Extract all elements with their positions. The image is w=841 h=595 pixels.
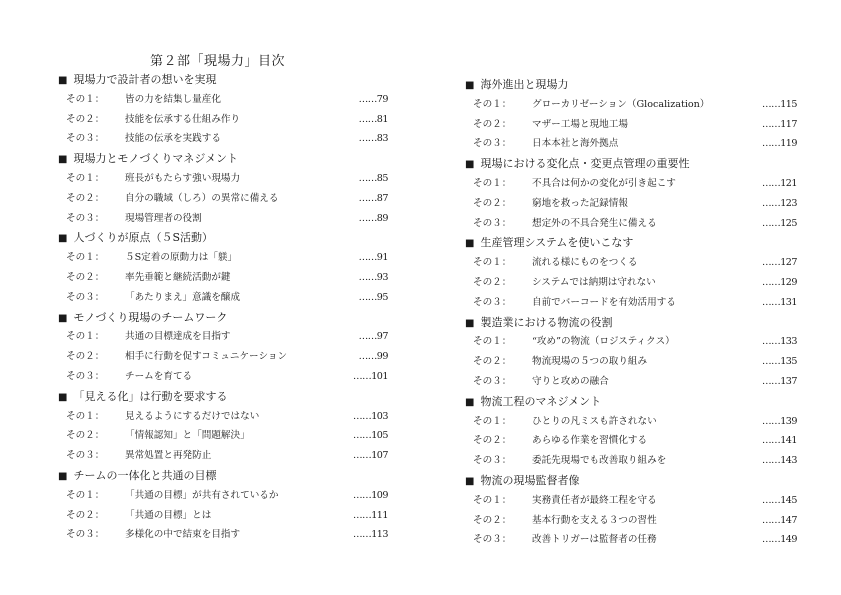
entry-page: ……127 — [762, 257, 797, 269]
entry-page: ……99 — [358, 351, 388, 363]
entry-text: 委託先現場でも改善取り組みを — [532, 455, 667, 467]
entry-number: その１： — [473, 494, 512, 506]
entry-page: ……139 — [762, 415, 797, 427]
toc-entry[interactable] — [58, 169, 388, 189]
entry-text: 共通の目標達成を目指す — [125, 331, 231, 343]
section-heading — [58, 149, 388, 169]
entry-page: ……133 — [762, 336, 797, 348]
section-heading — [465, 154, 797, 174]
entry-text: “攻め”の物流（ロジスティクス） — [532, 336, 675, 348]
entry-text: 「共通の目標」が共有されているか — [125, 489, 279, 501]
entry-page: ……113 — [353, 529, 388, 541]
toc-entry[interactable] — [465, 372, 797, 392]
toc-entry[interactable] — [465, 352, 797, 372]
entry-page: ……87 — [358, 192, 388, 204]
entry-number: その２： — [473, 435, 512, 447]
entry-page: ……149 — [762, 534, 797, 546]
toc-entry[interactable] — [465, 134, 797, 154]
entry-number: その２： — [66, 351, 105, 363]
entry-number: その３： — [473, 534, 512, 546]
entry-number: その３： — [66, 529, 105, 541]
entry-text: あらゆる作業を習慣化する — [532, 435, 648, 447]
entry-text: 物流現場の５つの取り組み — [532, 356, 648, 368]
square-bullet-icon: ■ — [58, 470, 68, 482]
toc-entry[interactable] — [58, 486, 388, 506]
entry-number: その１： — [66, 252, 105, 264]
square-bullet-icon: ■ — [465, 475, 475, 487]
section-heading — [58, 466, 388, 486]
toc-entry[interactable] — [58, 367, 388, 387]
section-title: 人づくりが原点（５S活動） — [73, 231, 213, 245]
toc-section — [465, 392, 797, 471]
square-bullet-icon: ■ — [465, 317, 475, 329]
section-title: 現場における変化点・変更点管理の重要性 — [480, 157, 690, 171]
section-heading — [465, 471, 797, 491]
toc-entry[interactable] — [58, 426, 388, 446]
entry-number: その２： — [66, 430, 105, 442]
entry-page: ……97 — [358, 331, 388, 343]
toc-entry[interactable] — [58, 327, 388, 347]
entry-number: その１： — [66, 410, 105, 422]
section-title: モノづくり現場のチームワーク — [73, 310, 228, 324]
entry-text: 自前でバーコードを有効活用する — [532, 296, 676, 308]
section-heading — [465, 233, 797, 253]
entry-number: その１： — [473, 177, 512, 189]
toc-entry[interactable] — [465, 95, 797, 115]
square-bullet-icon: ■ — [465, 238, 475, 250]
entry-text: 相手に行動を促すコミュニケーション — [125, 351, 288, 363]
entry-page: ……107 — [353, 450, 388, 462]
section-title: 製造業における物流の役割 — [480, 315, 613, 329]
section-title: 現場力で設計者の想いを実現 — [73, 73, 217, 86]
entry-text: 現場管理者の役割 — [125, 212, 202, 224]
entry-number: その３： — [473, 455, 512, 467]
square-bullet-icon: ■ — [58, 75, 68, 86]
entry-page: ……85 — [358, 172, 388, 184]
section-title: 物流工程のマネジメント — [480, 394, 602, 408]
entry-text: 不具合は何かの変化が引き起こす — [532, 177, 676, 189]
toc-entry[interactable] — [465, 491, 797, 511]
entry-number: その１： — [473, 336, 512, 348]
toc-entry[interactable] — [58, 90, 388, 110]
entry-page: ……143 — [762, 455, 797, 467]
entry-page: ……109 — [353, 489, 388, 501]
toc-section — [58, 149, 388, 228]
entry-text: システムでは納期は守れない — [532, 276, 656, 288]
entry-page: ……105 — [353, 430, 388, 442]
entry-number: その１： — [66, 489, 105, 501]
entry-number: その３： — [66, 370, 105, 382]
section-heading — [58, 70, 388, 90]
section-heading — [465, 392, 797, 412]
entry-text: 技能の伝承を実践する — [125, 133, 221, 145]
toc-section — [465, 154, 797, 233]
entry-page: ……95 — [358, 291, 388, 303]
toc-section — [58, 466, 388, 545]
entry-number: その２： — [473, 514, 512, 526]
toc-entry[interactable] — [465, 214, 797, 234]
entry-number: その３： — [473, 138, 512, 150]
entry-number: その２： — [473, 356, 512, 368]
toc-entry[interactable] — [58, 248, 388, 268]
toc-entry[interactable] — [465, 511, 797, 531]
toc-section — [465, 233, 797, 312]
entry-text: 自分の職域（しろ）の異常に備える — [125, 192, 279, 204]
entry-page: ……145 — [762, 494, 797, 506]
entry-page: ……81 — [358, 113, 388, 125]
toc-entry[interactable] — [58, 110, 388, 130]
entry-page: ……93 — [358, 271, 388, 283]
toc-entry[interactable] — [58, 506, 388, 526]
entry-page: ……129 — [762, 276, 797, 288]
toc-entry[interactable] — [58, 189, 388, 209]
toc-entry[interactable] — [58, 446, 388, 466]
entry-page: ……147 — [762, 514, 797, 526]
square-bullet-icon: ■ — [58, 312, 68, 324]
entry-number: その３： — [473, 375, 512, 387]
square-bullet-icon: ■ — [58, 391, 68, 403]
square-bullet-icon: ■ — [58, 154, 68, 166]
entry-page: ……141 — [762, 435, 797, 447]
entry-text: 実務責任者が最終工程を守る — [532, 494, 657, 506]
section-heading — [58, 308, 388, 328]
entry-number: その３： — [66, 133, 105, 145]
entry-page: ……121 — [762, 177, 797, 189]
square-bullet-icon: ■ — [465, 159, 475, 171]
section-heading — [465, 313, 797, 333]
entry-page: ……125 — [762, 217, 797, 229]
section-title: 現場力とモノづくりマネジメント — [73, 152, 239, 166]
entry-page: ……89 — [358, 212, 388, 224]
toc-entry[interactable] — [465, 293, 797, 313]
toc-section — [58, 308, 388, 387]
toc-entry[interactable] — [58, 209, 388, 229]
entry-number: その１： — [473, 415, 512, 427]
entry-text: 技能を伝承する仕組み作り — [125, 113, 241, 125]
square-bullet-icon: ■ — [58, 233, 68, 245]
toc-entry[interactable] — [465, 332, 797, 352]
toc-entry[interactable] — [58, 407, 388, 427]
entry-text: マザー工場と現地工場 — [532, 118, 628, 130]
toc-entry[interactable] — [58, 268, 388, 288]
page-title: 第２部「現場力」目次 — [150, 54, 286, 69]
entry-number: その３： — [473, 296, 512, 308]
entry-number: その１： — [473, 98, 512, 110]
entry-page: ……91 — [358, 252, 388, 264]
entry-number: その２： — [66, 192, 105, 204]
toc-entry[interactable] — [465, 412, 797, 432]
entry-number: その３： — [66, 450, 105, 462]
section-title: 物流の現場監督者像 — [480, 473, 580, 487]
entry-text: 流れる様にものをつくる — [532, 257, 638, 269]
entry-text: 班長がもたらす強い現場力 — [125, 172, 241, 184]
entry-number: その２： — [473, 276, 512, 288]
toc-entry[interactable] — [58, 347, 388, 367]
toc-section — [465, 313, 797, 392]
entry-number: その３： — [66, 291, 105, 303]
entry-text: 日本本社と海外拠点 — [532, 138, 619, 150]
entry-number: その３： — [473, 217, 512, 229]
toc-entry[interactable] — [58, 129, 388, 149]
toc-entry[interactable] — [465, 194, 797, 214]
entry-page: ……119 — [762, 138, 797, 150]
entry-number: その１： — [66, 331, 105, 343]
toc-left-column — [58, 70, 388, 545]
entry-page: ……83 — [358, 133, 388, 145]
entry-text: 見えるようにするだけではない — [125, 410, 260, 422]
entry-text: 守りと攻めの融合 — [532, 375, 609, 387]
entry-page: ……111 — [353, 509, 388, 521]
entry-number: その２： — [66, 509, 105, 521]
entry-text: 多様化の中で結束を目指す — [125, 529, 241, 541]
entry-text: 異常処置と再発防止 — [125, 450, 212, 462]
entry-text: 想定外の不具合発生に備える — [532, 217, 657, 229]
entry-number: その１： — [473, 257, 512, 269]
toc-entry[interactable] — [465, 451, 797, 471]
toc-entry[interactable] — [58, 288, 388, 308]
entry-text: 「あたりまえ」意識を醸成 — [125, 291, 241, 303]
toc-entry[interactable] — [465, 115, 797, 135]
entry-page: ……137 — [762, 375, 797, 387]
toc-entry[interactable] — [465, 253, 797, 273]
entry-text: ５S定着の原動力は「躾」 — [125, 252, 238, 264]
entry-page: ……123 — [762, 197, 797, 209]
toc-entry[interactable] — [465, 273, 797, 293]
entry-page: ……135 — [762, 356, 797, 368]
entry-page: ……117 — [762, 118, 797, 130]
entry-text: ひとりの凡ミスも許されない — [532, 415, 657, 427]
toc-section — [465, 75, 797, 154]
entry-page: ……131 — [762, 296, 797, 308]
section-title: 生産管理システムを使いこなす — [480, 236, 634, 250]
entry-text: 率先垂範と継続活動が鍵 — [125, 271, 231, 283]
toc-section — [465, 471, 797, 550]
toc-right-column — [465, 75, 797, 550]
entry-text: 「情報認知」と「問題解決」 — [125, 430, 250, 442]
section-heading — [58, 228, 388, 248]
section-title: チームの一体化と共通の目標 — [73, 468, 217, 482]
entry-number: その２： — [66, 271, 105, 283]
section-title: 「見える化」は行動を要求する — [73, 389, 228, 403]
entry-text: チームを育てる — [125, 370, 193, 382]
entry-number: その３： — [66, 212, 105, 224]
toc-entry[interactable] — [58, 525, 388, 545]
entry-number: その２： — [473, 118, 512, 130]
toc-section — [58, 228, 388, 307]
entry-text: 「共通の目標」とは — [125, 509, 212, 521]
section-title: 海外進出と現場力 — [480, 78, 569, 91]
entry-text: 基本行動を支える３つの習性 — [532, 514, 657, 526]
entry-number: その１： — [66, 93, 105, 105]
toc-section — [58, 387, 388, 466]
toc-entry[interactable] — [465, 431, 797, 451]
toc-section — [58, 70, 388, 149]
entry-text: グローカリゼーション（Glocalization） — [532, 98, 710, 110]
entry-number: その２： — [66, 113, 105, 125]
square-bullet-icon: ■ — [465, 80, 475, 91]
entry-page: ……103 — [353, 410, 388, 422]
toc-entry[interactable] — [465, 530, 797, 550]
entry-number: その２： — [473, 197, 512, 209]
section-heading — [58, 387, 388, 407]
entry-page: ……79 — [358, 93, 388, 105]
entry-text: 窮地を救った記録情報 — [532, 197, 628, 209]
entry-text: 皆の力を結集し量産化 — [125, 93, 221, 105]
entry-text: 改善トリガーは監督者の任務 — [532, 534, 657, 546]
section-heading — [465, 75, 797, 95]
toc-entry[interactable] — [465, 174, 797, 194]
square-bullet-icon: ■ — [465, 396, 475, 408]
entry-number: その１： — [66, 172, 105, 184]
entry-page: ……115 — [762, 98, 797, 110]
entry-page: ……101 — [353, 370, 388, 382]
